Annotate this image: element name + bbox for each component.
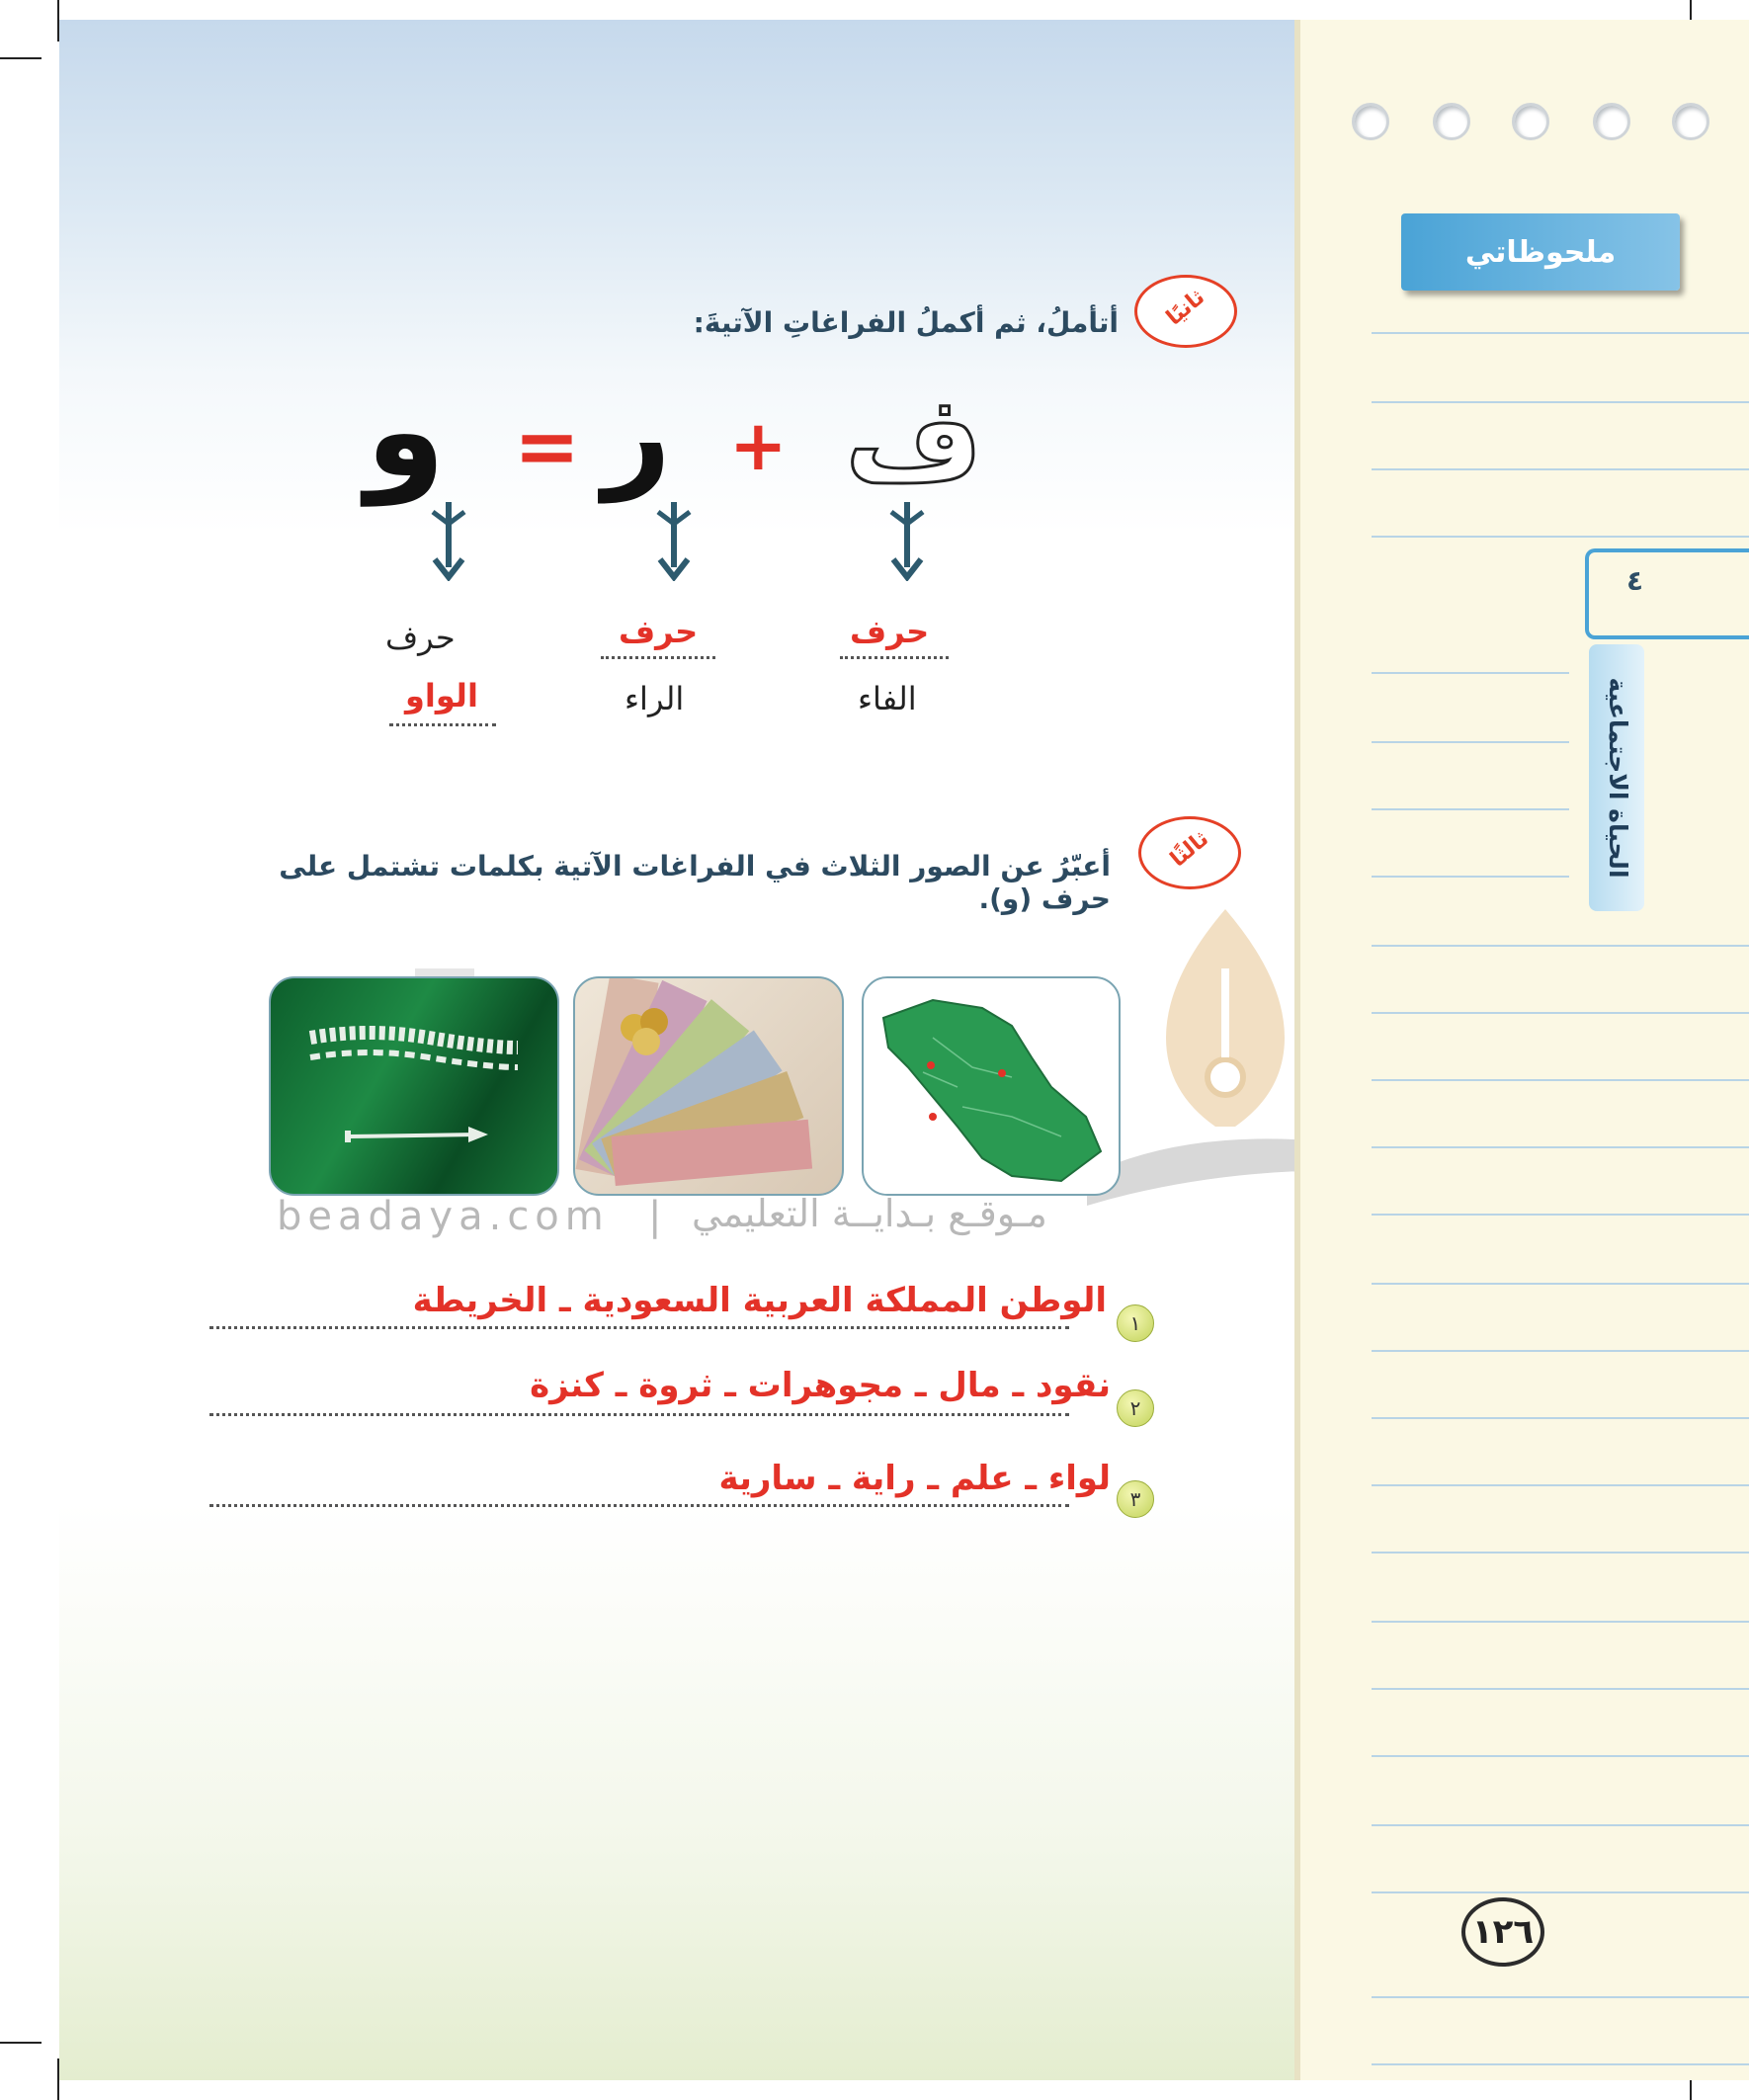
answer-blank-line <box>209 1504 1069 1507</box>
down-arrow-icon <box>887 502 927 581</box>
ruled-line <box>1372 1417 1749 1419</box>
section-badge-third: ثالثًا <box>1138 816 1241 889</box>
answer-ra-label: حرف <box>619 613 699 650</box>
item-number: ٢ <box>1117 1389 1154 1427</box>
ruled-line <box>1372 672 1569 674</box>
notes-column <box>1294 20 1749 2080</box>
ruled-line <box>1372 1996 1749 1998</box>
ruled-line <box>1372 1214 1749 1216</box>
unit-number: ٤ <box>1626 564 1644 597</box>
ruled-line <box>1372 401 1749 403</box>
money-image <box>573 976 844 1196</box>
item-number: ٣ <box>1117 1480 1154 1518</box>
down-arrow-icon <box>654 502 694 581</box>
section-badge-second: ثانيًا <box>1134 275 1237 348</box>
map-icon <box>864 978 1119 1194</box>
page-number: ١٢٦ <box>1461 1897 1544 1967</box>
flag-icon <box>271 978 557 1194</box>
ruled-line <box>1372 1484 1749 1486</box>
crop-mark <box>0 57 42 59</box>
ruled-line <box>1372 1824 1749 1826</box>
ruled-line <box>1372 945 1749 947</box>
ruled-line <box>1372 1079 1749 1081</box>
ruled-line <box>1372 1688 1749 1690</box>
ruled-line <box>1372 332 1749 334</box>
answer-blank-line <box>209 1326 1069 1329</box>
watermark-separator: | <box>648 1194 668 1239</box>
ruled-line <box>1372 1146 1749 1148</box>
ruled-line <box>1372 1012 1749 1014</box>
section-instruction: أتأملُ، ثم أكملُ الفراغاتِ الآتيةَ: <box>693 306 1119 339</box>
equals-sign: = <box>514 400 581 492</box>
ruled-line <box>1372 1755 1749 1757</box>
notes-title: ملحوظاتي <box>1401 213 1680 291</box>
answer-text: الوطن المملكة العربية السعودية ـ الخريطة <box>412 1281 1107 1320</box>
answer-waw-name: الواو <box>405 677 478 714</box>
answer-blank-line <box>601 656 715 659</box>
item-number: ١ <box>1117 1304 1154 1342</box>
answer-text: نقود ـ مال ـ مجوهرات ـ ثروة ـ كنزة <box>530 1366 1111 1405</box>
answer-blank-line <box>389 723 496 726</box>
answer-text: لواء ـ علم ـ راية ـ سارية <box>718 1459 1111 1498</box>
watermark-site: beadaya.com <box>277 1194 610 1239</box>
binder-hole-icon <box>1672 103 1709 140</box>
ruled-line <box>1372 1552 1749 1554</box>
letter-fa-outline: ف <box>845 372 983 509</box>
banknotes-icon <box>575 978 842 1194</box>
unit-title: الحياة الاجتماعية <box>1604 677 1632 879</box>
down-arrow-icon <box>429 502 468 581</box>
section-instruction: أعبّرُ عن الصور الثلاث في الفراغات الآتية بكلمات تشتمل على حرف (و). <box>279 850 1111 915</box>
crop-mark <box>0 2042 42 2044</box>
map-image <box>862 976 1121 1196</box>
ruled-line <box>1372 468 1749 470</box>
letter-label-waw: حرف <box>385 619 456 656</box>
ruled-line <box>1372 1350 1749 1352</box>
binder-hole-icon <box>1593 103 1630 140</box>
ruled-line <box>1372 1891 1749 1893</box>
unit-tab <box>1585 548 1749 639</box>
unit-spine <box>1589 644 1644 911</box>
letter-name-fa: الفاء <box>858 680 917 717</box>
ruled-line <box>1372 741 1569 743</box>
ruled-line <box>1372 1621 1749 1623</box>
ruled-line <box>1372 808 1569 810</box>
ruled-line <box>1372 2063 1749 2065</box>
binder-hole-icon <box>1512 103 1549 140</box>
binder-hole-icon <box>1352 103 1389 140</box>
letter-ra: ر <box>603 366 672 503</box>
answer-fa-label: حرف <box>850 613 930 650</box>
answer-blank-line <box>209 1413 1069 1416</box>
plus-sign: + <box>729 405 788 486</box>
binder-hole-icon <box>1433 103 1470 140</box>
ruled-line <box>1372 1283 1749 1285</box>
ruled-line <box>1372 876 1569 878</box>
ruled-line <box>1372 536 1749 538</box>
watermark-site-arabic: مـوقـع بـدايــة التعليمي <box>692 1192 1047 1235</box>
letter-name-ra: الراء <box>625 680 685 717</box>
flag-image <box>269 976 559 1196</box>
letter-waw: و <box>366 356 446 506</box>
answer-blank-line <box>840 656 949 659</box>
main-page <box>59 20 1294 2080</box>
